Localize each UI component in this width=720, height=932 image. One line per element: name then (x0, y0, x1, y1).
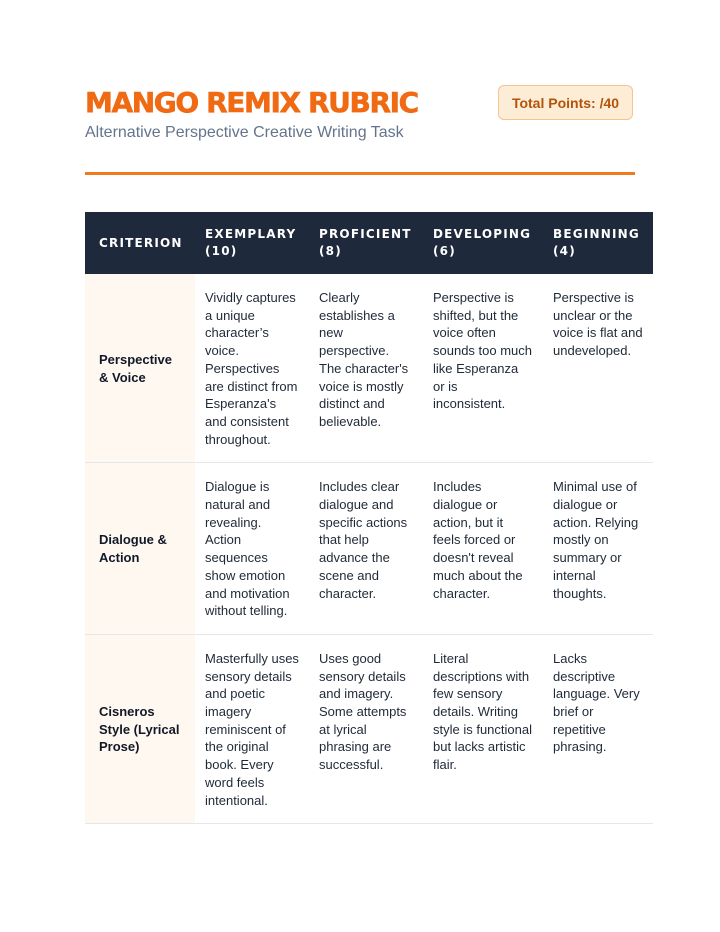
table-row (85, 274, 653, 463)
column-header-points: (6) (433, 244, 456, 258)
column-header-label: EXEMPLARY (205, 227, 297, 241)
beginning-cell: Lacks descriptive language. Very brief or repetitive phrasing. (543, 634, 653, 823)
column-header-label: CRITERION (99, 235, 183, 250)
rubric-table (85, 212, 653, 824)
column-header-label: DEVELOPING (433, 227, 532, 241)
column-header-criterion (85, 212, 195, 274)
rubric-page (85, 84, 653, 808)
rubric-table-head (85, 212, 653, 274)
rubric-table-body (85, 274, 653, 824)
criterion-cell: Cisneros Style (Lyrical Prose) (85, 634, 195, 823)
table-row (85, 634, 653, 823)
developing-cell: Includes dialogue or action, but it feels forced or doesn't reveal much about the character. (423, 463, 543, 635)
exemplary-cell: Masterfully uses sensory details and poetic imagery reminiscent of the original book. Every word feels intentional. (195, 634, 309, 823)
beginning-cell: Perspective is unclear or the voice is flat and undeveloped. (543, 274, 653, 463)
developing-cell: Literal descriptions with few sensory details. Writing style is functional but lacks artistic flair. (423, 634, 543, 823)
column-header-proficient (309, 212, 423, 274)
criterion-cell: Dialogue & Action (85, 463, 195, 635)
header-row (85, 212, 653, 274)
column-header-exemplary (195, 212, 309, 274)
criterion-cell: Perspective & Voice (85, 274, 195, 463)
column-header-points: (8) (319, 244, 342, 258)
header-divider (85, 172, 635, 175)
developing-cell: Perspective is shifted, but the voice often sounds too much like Esperanza or is inconsistent. (423, 274, 543, 463)
column-header-points: (10) (205, 244, 238, 258)
exemplary-cell: Dialogue is natural and revealing. Action sequences show emotion and motivation without telling. (195, 463, 309, 635)
header (85, 84, 653, 174)
beginning-cell: Minimal use of dialogue or action. Relying mostly on summary or internal thoughts. (543, 463, 653, 635)
column-header-label: PROFICIENT (319, 227, 412, 241)
column-header-developing (423, 212, 543, 274)
page-subtitle: Alternative Perspective Creative Writing Task (85, 124, 404, 141)
proficient-cell: Includes clear dialogue and specific actions that help advance the scene and character. (309, 463, 423, 635)
column-header-label: BEGINNING (553, 227, 640, 241)
proficient-cell: Uses good sensory details and imagery. Some attempts at lyrical phrasing are successful. (309, 634, 423, 823)
column-header-beginning (543, 212, 653, 274)
exemplary-cell: Vividly captures a unique character’s voice. Perspectives are distinct from Esperanza's and consistent throughout. (195, 274, 309, 463)
table-row (85, 463, 653, 635)
column-header-points: (4) (553, 244, 576, 258)
proficient-cell: Clearly establishes a new perspective. The character's voice is mostly distinct and believable. (309, 274, 423, 463)
total-points-badge: Total Points: /40 (498, 85, 633, 120)
page-title: MANGO REMIX RUBRIC (85, 86, 418, 119)
